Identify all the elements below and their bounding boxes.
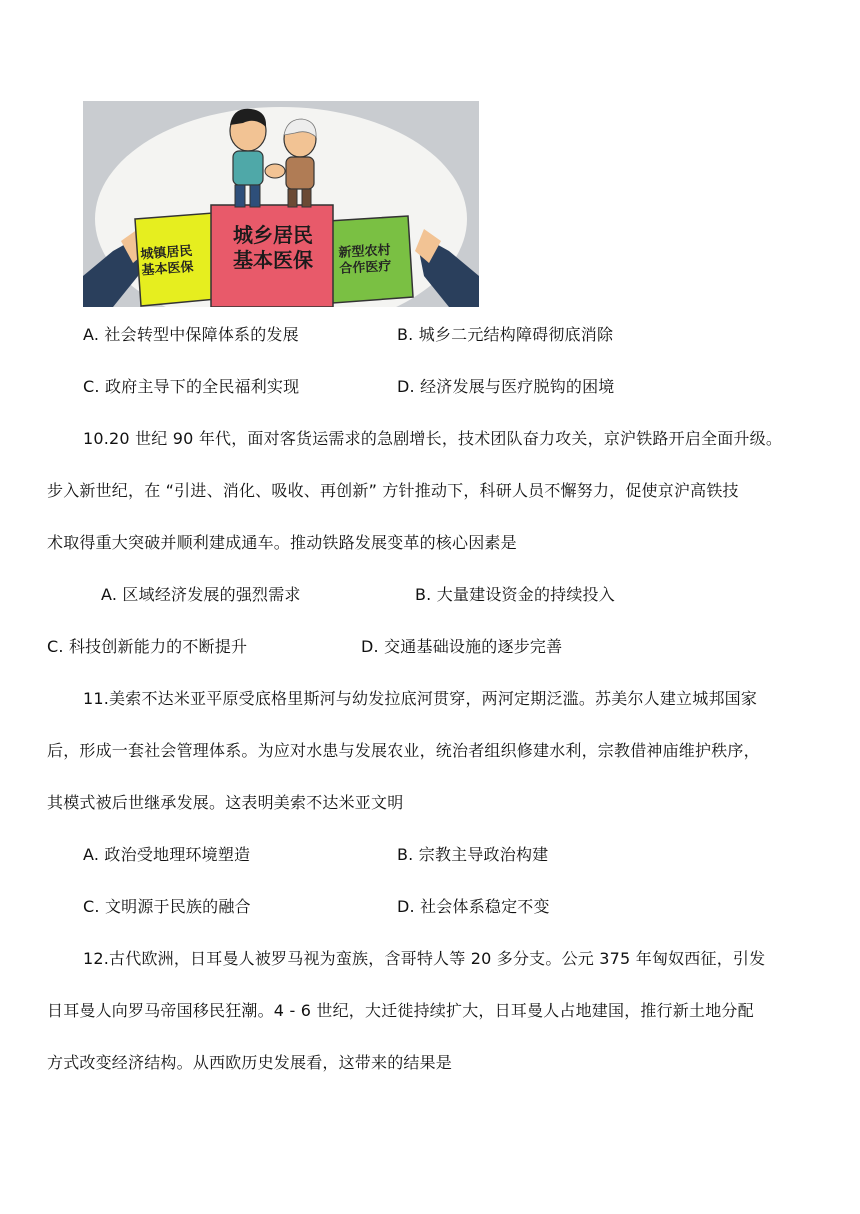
- q11-stem-line3: 其模式被后世继承发展。这表明美索不达米亚文明: [47, 793, 404, 812]
- q11-option-d: D. 社会体系稳定不变: [397, 897, 550, 916]
- center-panel-line1: 城乡居民: [233, 223, 313, 247]
- right-panel-text: [338, 242, 410, 278]
- right-panel-line2: 合作医疗: [339, 259, 392, 277]
- q10-stem-line1: 10.20 世纪 90 年代，面对客货运需求的急剧增长，技术团队奋力攻关，京沪铁路开启全面升级。: [83, 429, 783, 448]
- q10-option-d: D. 交通基础设施的逐步完善: [361, 637, 563, 656]
- left-panel-text: [140, 243, 214, 280]
- q10-option-a: A. 区域经济发展的强烈需求: [101, 585, 301, 604]
- q9-option-c: C. 政府主导下的全民福利实现: [83, 377, 300, 396]
- q11-option-c: C. 文明源于民族的融合: [83, 897, 251, 916]
- q10-stem-line2: 步入新世纪，在 “引进、消化、吸收、再创新” 方针推动下，科研人员不懈努力，促使京沪高铁技: [47, 481, 739, 500]
- q10-stem-line3: 术取得重大突破并顺利建成通车。推动铁路发展变革的核心因素是: [47, 533, 517, 552]
- left-panel-line2: 基本医保: [141, 259, 195, 279]
- q9-option-a: A. 社会转型中保障体系的发展: [83, 325, 299, 344]
- q11-option-a: A. 政治受地理环境塑造: [83, 845, 251, 864]
- q9-option-d: D. 经济发展与医疗脱钩的困境: [397, 377, 615, 396]
- q11-stem-line1: 11.美索不达米亚平原受底格里斯河与幼发拉底河贯穿，两河定期泛滥。苏美尔人建立城邦国家: [83, 689, 758, 708]
- left-panel-line1: 城镇居民: [139, 243, 193, 263]
- q11-stem-line2: 后，形成一套社会管理体系。为应对水患与发展农业，统治者组织修建水利，宗教借神庙维护秩序，: [47, 741, 760, 760]
- right-panel-line1: 新型农村: [338, 243, 391, 261]
- q10-option-b: B. 大量建设资金的持续投入: [415, 585, 615, 604]
- q12-stem-line2: 日耳曼人向罗马帝国移民狂潮。4 - 6 世纪，大迁徙持续扩大，日耳曼人占地建国，推行新土地分配: [47, 1001, 754, 1020]
- q11-option-b: B. 宗教主导政治构建: [397, 845, 549, 864]
- q9-option-b: B. 城乡二元结构障碍彻底消除: [397, 325, 614, 344]
- medical-insurance-illustration: [83, 101, 479, 307]
- q12-stem-line1: 12.古代欧洲，日耳曼人被罗马视为蛮族，含哥特人等 20 多分支。公元 375 年匈奴西征，引发: [83, 949, 766, 968]
- q12-stem-line3: 方式改变经济结构。从西欧历史发展看，这带来的结果是: [47, 1053, 453, 1072]
- center-panel-text: [217, 223, 329, 273]
- q10-option-c: C. 科技创新能力的不断提升: [47, 637, 248, 656]
- center-panel-line2: 基本医保: [233, 248, 313, 272]
